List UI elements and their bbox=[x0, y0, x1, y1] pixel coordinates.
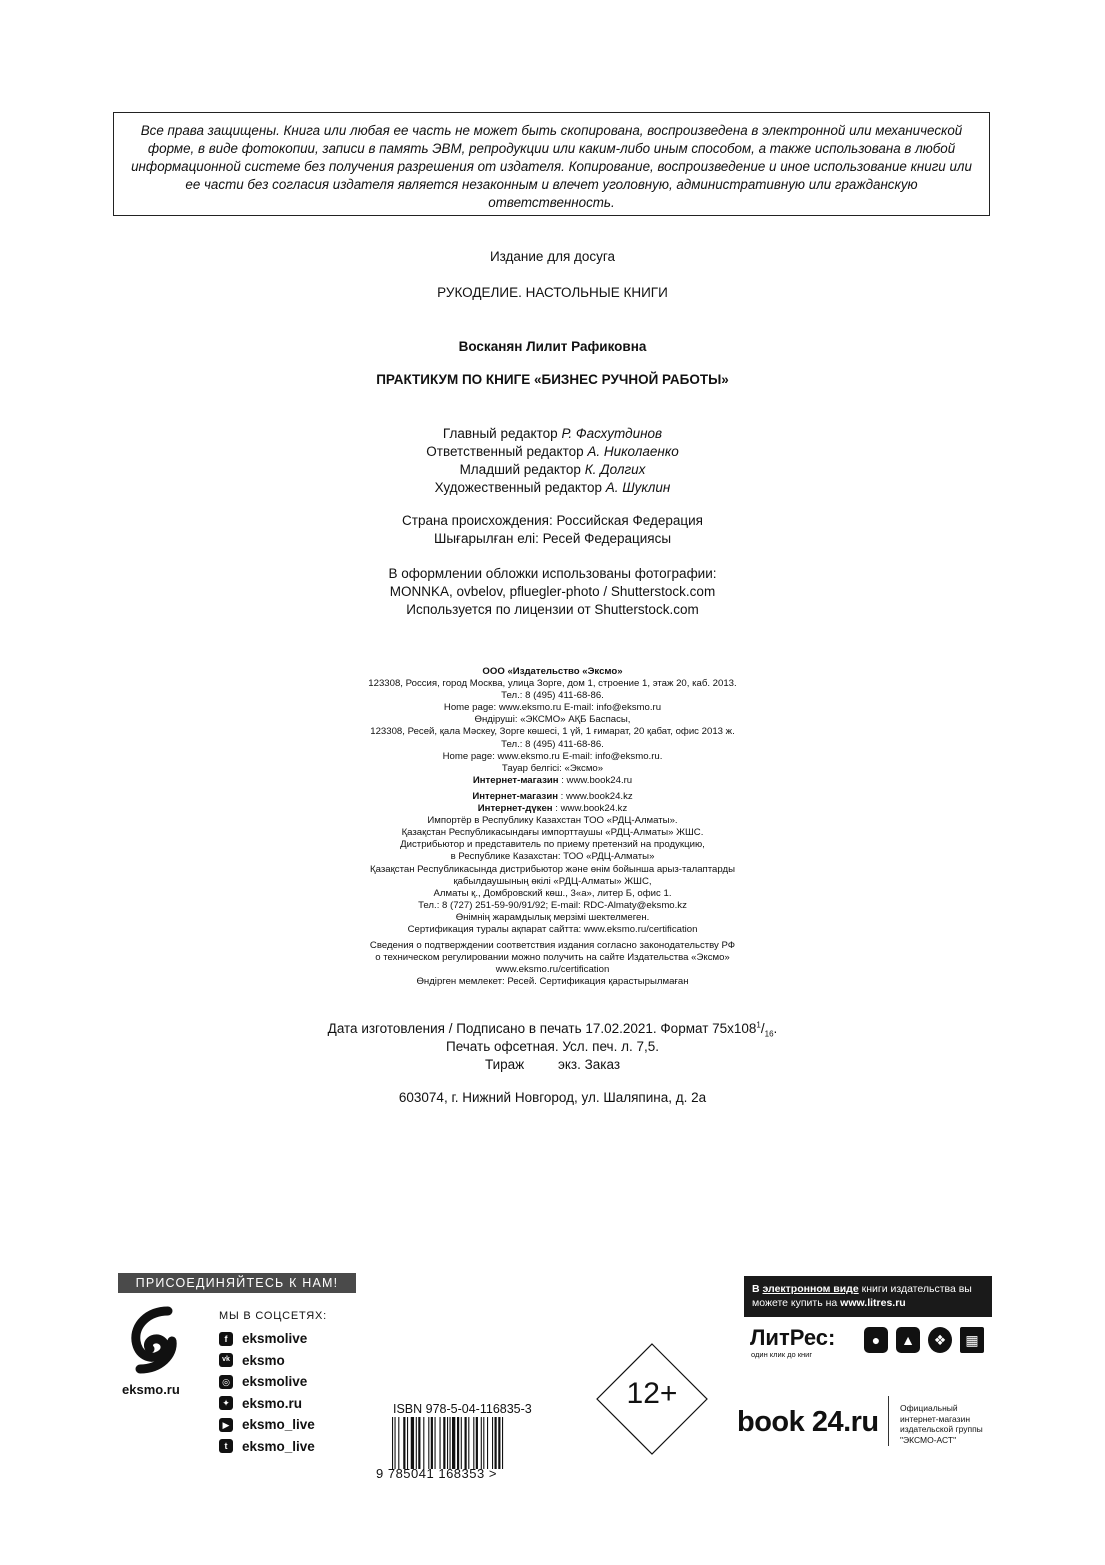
book24-description: Официальный интернет-магазин издательской группы "ЭКСМО-АСТ" bbox=[900, 1403, 983, 1445]
copyright-notice bbox=[113, 112, 990, 216]
eksmo-site-link[interactable]: eksmo.ru bbox=[122, 1382, 180, 1397]
editor-line: Художественный редактор А. Шуклин bbox=[434, 480, 671, 495]
social-label: eksmo_live bbox=[242, 1438, 315, 1454]
instagram-icon: ◎ bbox=[219, 1375, 233, 1389]
eksmo-logo bbox=[128, 1305, 180, 1375]
android-icon: ▲ bbox=[896, 1327, 920, 1353]
age-rating: 12+ bbox=[626, 1377, 678, 1410]
imprint-line: Home page: www.eksmo.ru E-mail: info@eksmo.ru. bbox=[442, 750, 663, 762]
imprint-line: Дистрибьютор и представитель по приему претензий на продукцию, bbox=[400, 839, 705, 851]
vk-icon: vk bbox=[219, 1353, 233, 1367]
online-shop-kz: Интернет-магазин : www.book24.kz bbox=[472, 790, 633, 802]
imprint-line: Тел.: 8 (495) 411-68-86. bbox=[501, 738, 604, 750]
editor-line: Ответственный редактор А. Николаенко bbox=[426, 444, 679, 459]
copyright-text: Все права защищены. Книга или любая ее часть не может быть скопирована, воспроизведена в электронной или механической форме, в виде фотокопии, записи в память ЭВМ, репродукции или каким-либо иным способом, а также использована в любой информационной системе без получения разрешения от издателя. Копирование, воспроизведение и иное использование книги или ее части без согласия издателя является незаконным и влечет уголовную, административную или гражданскую ответственность. bbox=[131, 123, 972, 210]
manufacturing-details bbox=[0, 1020, 1105, 1074]
country-of-origin bbox=[0, 512, 1105, 548]
publisher-name: ООО «Издательство «Эксмо» bbox=[482, 666, 623, 677]
windows-icon: ▦ bbox=[960, 1327, 984, 1353]
social-instagram[interactable] bbox=[219, 1371, 315, 1393]
social-twitter[interactable] bbox=[219, 1436, 315, 1458]
online-shop-ru: Интернет-магазин : www.book24.ru bbox=[472, 774, 633, 786]
print-type: Печать офсетная. Усл. печ. л. 7,5. bbox=[446, 1039, 659, 1054]
social-facebook[interactable] bbox=[219, 1328, 315, 1350]
imprint-line: Алматы қ., Домбровский көш., 3«а», литер Б, офис 1. bbox=[433, 887, 672, 899]
print-run: Тираж экз. Заказ bbox=[484, 1057, 621, 1072]
social-eksmo-ru[interactable] bbox=[219, 1393, 315, 1415]
imprint-line: 123308, Ресей, қала Мәскеу, Зорге көшесі, 1 үй, 1 ғимарат, 20 қабат, офис 2013 ж. bbox=[370, 726, 735, 738]
join-us-banner: ПРИСОЕДИНЯЙТЕСЬ К НАМ! bbox=[118, 1273, 356, 1293]
signed-for-print: Дата изготовления / Подписано в печать 17.02.2021. Формат $75x108^1/_{16}$. bbox=[327, 1020, 778, 1039]
imprint-line: Тауар белгісі: «Эксмо» bbox=[501, 762, 604, 774]
twitter-icon: t bbox=[219, 1439, 233, 1453]
litres-logo: ЛитРес: bbox=[750, 1325, 836, 1350]
series-name: РУКОДЕЛИЕ. НАСТОЛЬНЫЕ КНИГИ bbox=[437, 285, 668, 300]
online-shop-kz-kazakh: Интернет-дүкен : www.book24.kz bbox=[477, 803, 628, 815]
imprint-line: Импортёр в Республику Казахстан ТОО «РДЦ-Алматы». bbox=[427, 815, 678, 827]
imprint-line: Өнімнің жарамдылық мерзімі шектелмеген. bbox=[455, 911, 650, 923]
origin-ru: Страна происхождения: Российская Федерация bbox=[402, 513, 703, 528]
social-vk[interactable] bbox=[219, 1350, 315, 1372]
cover-credit-line: В оформлении обложки использованы фотографии: bbox=[388, 566, 717, 581]
social-label: eksmolive bbox=[242, 1374, 308, 1390]
imprint-line: Тел.: 8 (727) 251-59-90/91/92; E-mail: RDC-Almaty@eksmo.kz bbox=[418, 899, 687, 911]
facebook-icon: f bbox=[219, 1332, 233, 1346]
barcode bbox=[392, 1417, 542, 1473]
imprint-line: www.eksmo.ru/certification bbox=[495, 964, 610, 976]
editor-credits bbox=[0, 425, 1105, 497]
divider bbox=[888, 1396, 889, 1446]
litres-slogan: один клик до книг bbox=[751, 1350, 813, 1359]
apple-icon: ● bbox=[864, 1327, 888, 1353]
imprint-line: Сертификация туралы ақпарат сайтта: www.eksmo.ru/certification bbox=[407, 923, 698, 935]
imprint-line: Өндіруші: «ЭКСМО» АҚБ Баспасы, bbox=[474, 714, 631, 726]
imprint-line: Өндірген мемлекет: Ресей. Сертификация қарастырылмаған bbox=[416, 976, 689, 988]
social-label: eksmo bbox=[242, 1352, 285, 1368]
book24-logo: book 24.ru bbox=[737, 1406, 879, 1438]
imprint-line: Home page: www.eksmo.ru E-mail: info@eksmo.ru bbox=[443, 702, 662, 714]
social-youtube[interactable] bbox=[219, 1414, 315, 1436]
social-label: eksmo_live bbox=[242, 1417, 315, 1433]
imprint-line: Тел.: 8 (495) 411-68-86. bbox=[501, 690, 604, 702]
editor-line: Главный редактор Р. Фасхутдинов bbox=[442, 426, 663, 441]
eksmo-ru-icon: ✦ bbox=[219, 1396, 233, 1410]
publisher-imprint bbox=[0, 666, 1105, 988]
imprint-line: Қазақстан Республикасында дистрибьютор және өнім бойынша арыз-талаптарды bbox=[370, 863, 735, 875]
cover-credit-line: MONNKA, ovbelov, pfluegler-photo / Shutterstock.com bbox=[389, 584, 716, 599]
author-name: Восканян Лилит Рафиковна bbox=[458, 339, 647, 354]
barcode-digits: 9 785041 168353 > bbox=[376, 1466, 497, 1481]
youtube-icon: ▶ bbox=[219, 1418, 233, 1432]
social-label: eksmolive bbox=[242, 1331, 308, 1347]
imprint-line: қабылдаушының өкілі «РДЦ-Алматы» ЖШС, bbox=[453, 875, 652, 887]
book-title: ПРАКТИКУМ ПО КНИГЕ «БИЗНЕС РУЧНОЙ РАБОТЫ» bbox=[376, 372, 729, 387]
edition-type: Издание для досуга bbox=[489, 249, 616, 264]
imprint-line: о техническом регулировании можно получить на сайте Издательства «Эксмо» bbox=[375, 952, 730, 964]
litres-banner[interactable]: В электронном виде книги издательства вы можете купить на www.litres.ru bbox=[744, 1276, 992, 1317]
cover-credit-line: Используется по лицензии от Shutterstock.com bbox=[406, 602, 699, 617]
cover-photo-credits bbox=[0, 565, 1105, 619]
imprint-line: в Республике Казахстан: ТОО «РДЦ-Алматы» bbox=[450, 851, 655, 863]
editor-line: Младший редактор К. Долгих bbox=[459, 462, 646, 477]
social-title: МЫ В СОЦСЕТЯХ: bbox=[219, 1310, 328, 1322]
isbn-number: ISBN 978-5-04-116835-3 bbox=[393, 1402, 532, 1416]
social-label: eksmo.ru bbox=[242, 1395, 303, 1411]
imprint-line: Қазақстан Республикасындағы импорттаушы «РДЦ-Алматы» ЖШС. bbox=[401, 827, 704, 839]
imprint-line: Сведения о подтверждении соответствия издания согласно законодательству РФ bbox=[369, 940, 736, 952]
imprint-line: 123308, Россия, город Москва, улица Зорге, дом 1, строение 1, этаж 20, каб. 2013. bbox=[368, 678, 737, 690]
origin-kz: Шығарылған елі: Ресей Федерациясы bbox=[433, 531, 672, 546]
printer-address: 603074, г. Нижний Новгород, ул. Шаляпина, д. 2а bbox=[398, 1090, 707, 1105]
social-list bbox=[219, 1328, 315, 1457]
windows-phone-icon: ❖ bbox=[928, 1327, 952, 1353]
platform-icons bbox=[864, 1327, 984, 1353]
